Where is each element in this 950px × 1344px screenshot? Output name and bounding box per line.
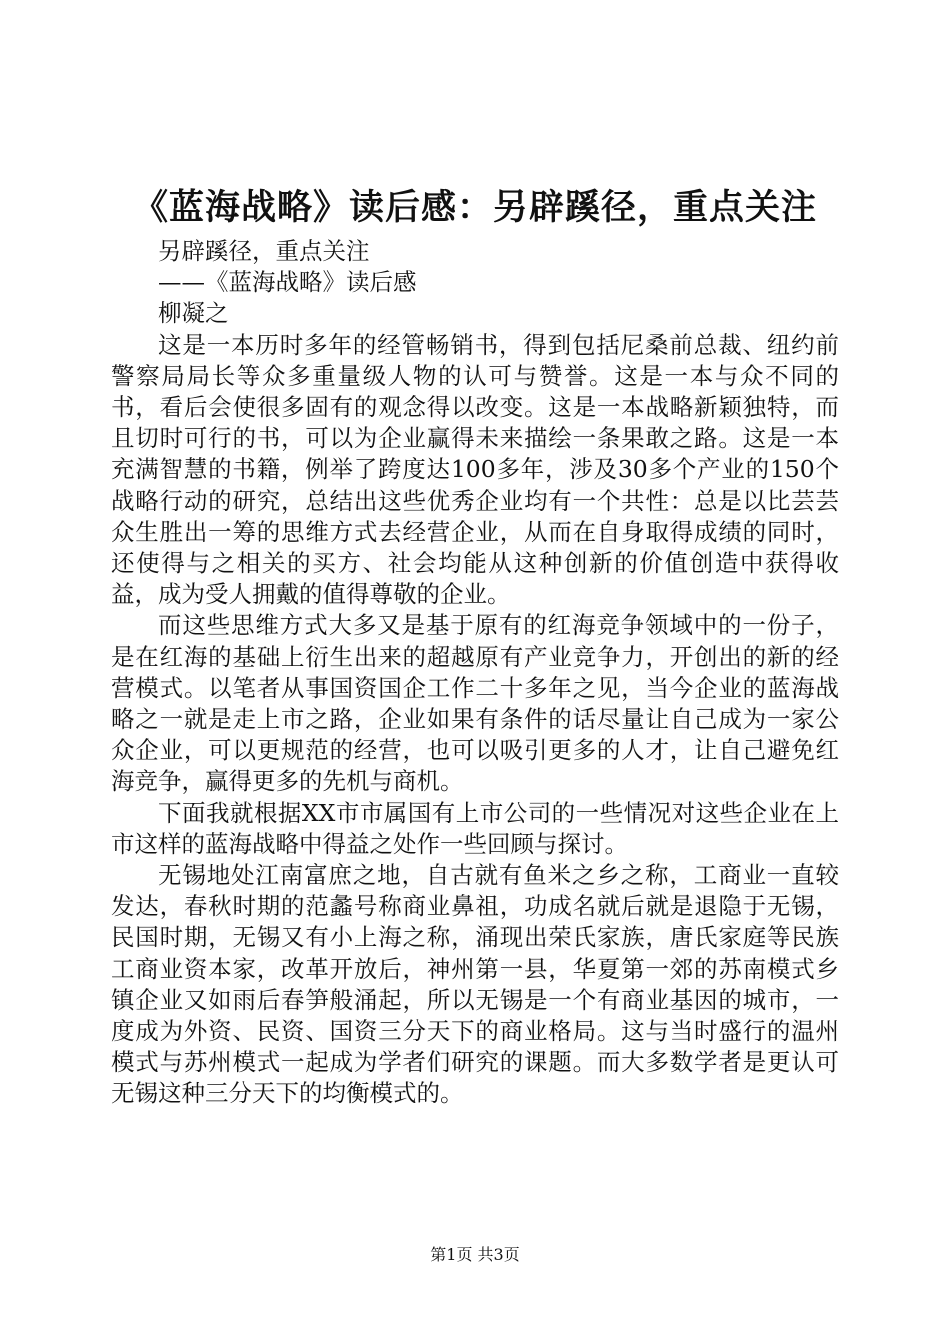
author-line: 柳凝之	[158, 299, 229, 328]
document-title: 《蓝海战略》读后感：另辟蹊径，重点关注	[132, 187, 817, 228]
body-paragraph-1: 这是一本历时多年的经管畅销书，得到包括尼桑前总裁、纽约前警察局局长等众多重量级人物的认可与赞誉。这是一本与众不同的书，看后会使很多固有的观念得以改变。这是一本战略新颖独特，而且切时可行的书，可以为企业赢得未来描绘一条果敢之路。这是一本充满智慧的书籍，例举了跨度达100多年，涉及30多个产业的150个战略行动的研究，总结出这些优秀企业均有一个共性：总是以比芸芸众生胜出一筹的思维方式去经营企业，从而在自身取得成绩的同时，还使得与之相关的买方、社会均能从这种创新的价值创造中获得收益，成为受人拥戴的值得尊敬的企业。	[111, 330, 839, 609]
page-footer: 第1页 共3页	[430, 1245, 520, 1264]
subtitle-line: 另辟蹊径，重点关注	[158, 237, 370, 265]
body-paragraph-2: 而这些思维方式大多又是基于原有的红海竞争领域中的一份子，是在红海的基础上衍生出来的超越原有产业竞争力，开创出的新的经营模式。以笔者从事国资国企工作二十多年之见，当今企业的蓝海战略之一就是走上市之路，企业如果有条件的话尽量让自己成为一家公众企业，可以更规范的经营，也可以吸引更多的人才，让自己避免红海竞争，赢得更多的先机与商机。	[111, 611, 839, 796]
subheading-line: ——《蓝海战略》读后感	[158, 268, 417, 297]
body-paragraph-3: 下面我就根据XX市市属国有上市公司的一些情况对这些企业在上市这样的蓝海战略中得益之处作一些回顾与探讨。	[111, 798, 839, 858]
body-paragraph-4: 无锡地处江南富庶之地，自古就有鱼米之乡之称，工商业一直较发达，春秋时期的范蠡号称商业鼻祖，功成名就后就是退隐于无锡，民国时期，无锡又有小上海之称，涌现出荣氏家族，唐氏家庭等民族工商业资本家，改革开放后，神州第一县，华夏第一郊的苏南模式乡镇企业又如雨后春笋般涌起，所以无锡是一个有商业基因的城市，一度成为外资、民资、国资三分天下的商业格局。这与当时盛行的温州模式与苏州模式一起成为学者们研究的课题。而大多数学者是更认可无锡这种三分天下的均衡模式的。	[111, 861, 839, 1108]
document-body	[111, 236, 839, 1110]
